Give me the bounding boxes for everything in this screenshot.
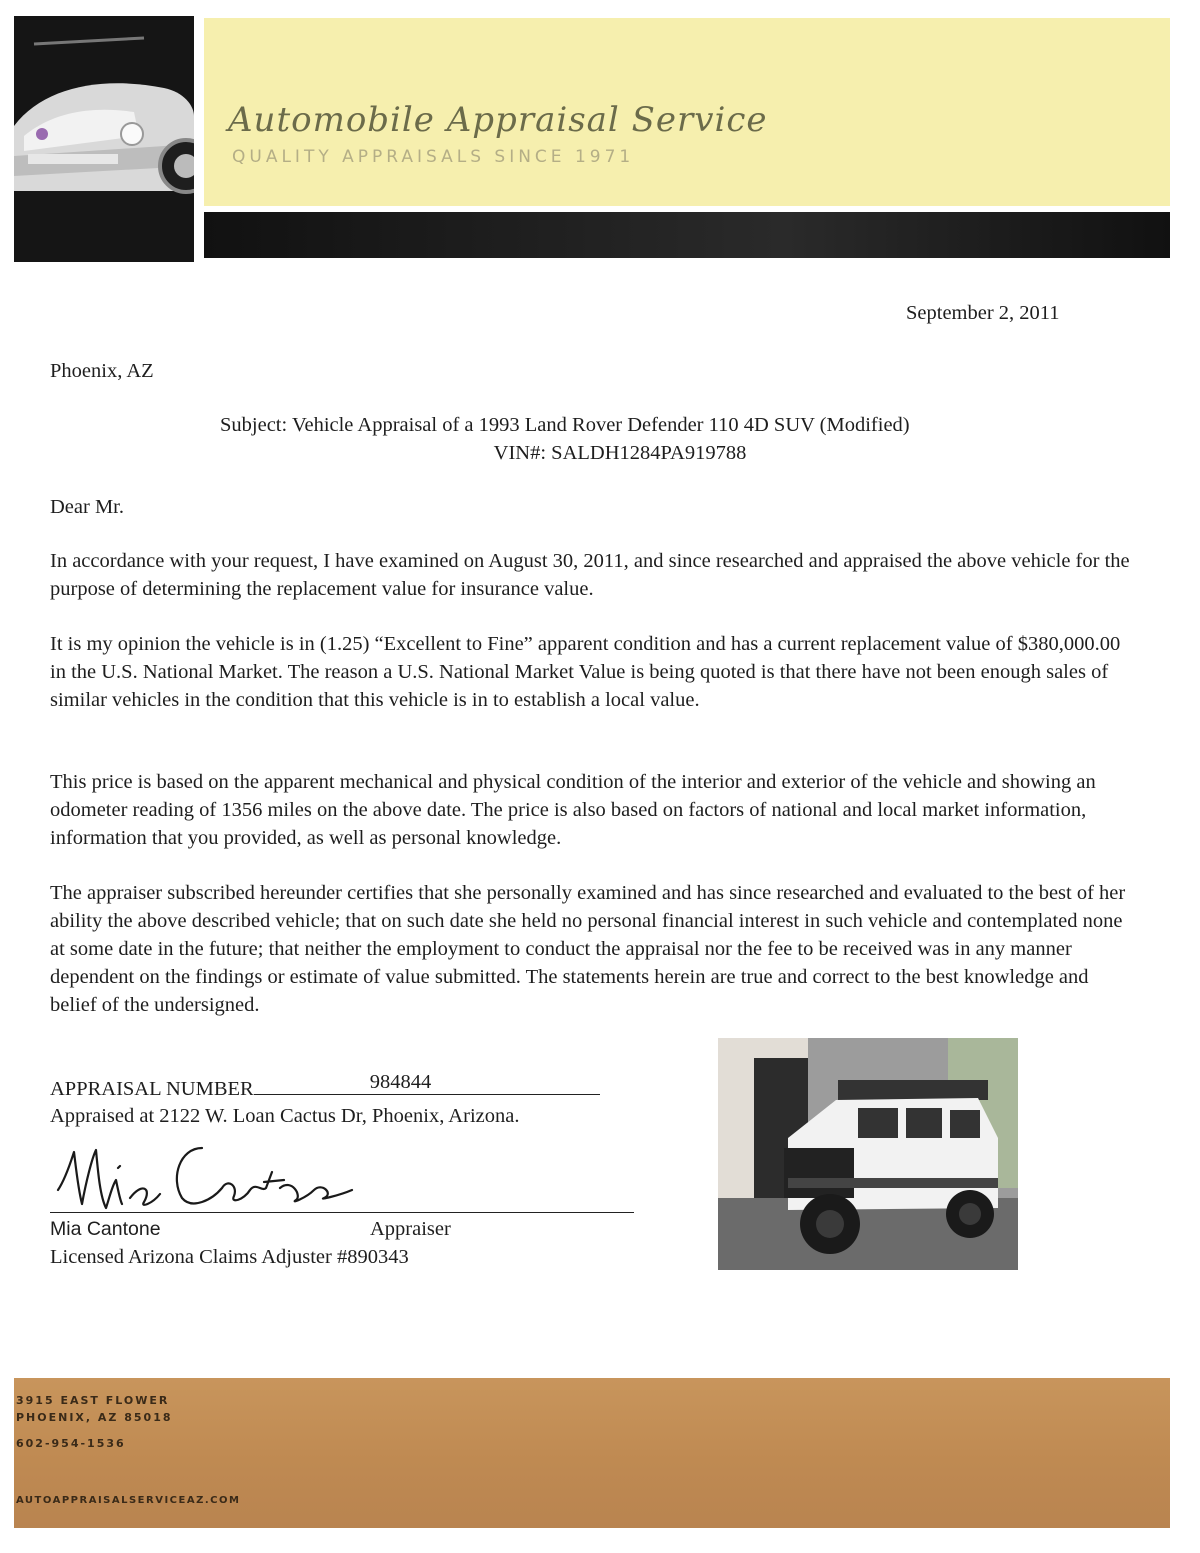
signature-line: [50, 1212, 634, 1213]
appraiser-title: Appraiser: [370, 1218, 451, 1240]
appraisal-number: 984844: [369, 1071, 432, 1093]
company-name: Automobile Appraisal Service: [228, 100, 768, 140]
letter-date: September 2, 2011: [906, 302, 1060, 324]
appraised-at-address: Appraised at 2122 W. Loan Cactus Dr, Phoenix, Arizona.: [50, 1105, 520, 1127]
license-number: Licensed Arizona Claims Adjuster #890343: [50, 1246, 409, 1268]
land-rover-image: [718, 1038, 1018, 1270]
appraisal-number-label: APPRAISAL NUMBER: [50, 1078, 254, 1100]
footer-city: PHOENIX, AZ 85018: [16, 1411, 173, 1424]
footer-website: AUTOAPPRAISALSERVICEAZ.COM: [16, 1495, 241, 1506]
header-car-photo: [14, 16, 194, 262]
classic-car-image: [14, 16, 194, 262]
appraisal-number-field: [369, 1071, 600, 1095]
appraisal-number-line: [50, 1071, 600, 1103]
paragraph-certification: The appraiser subscribed hereunder certifies that she personally examined and has since researched and evaluated to the best of her ability the above described vehicle; that on such date she held no personal financial interest in such vehicle and contemplated none at some date in the future; that neither the employment to conduct the appraisal nor the fee to be received was in any manner dependent on the findings or estimate of value submitted. The statements herein are true and correct to the best knowledge and belief of the undersigned.: [50, 882, 1126, 1016]
paragraph-request: In accordance with your request, I have examined on August 30, 2011, and since researched and appraised the above vehicle for the purpose of determining the replacement value for insurance value.: [50, 550, 1130, 600]
footer-phone: 602-954-1536: [16, 1437, 126, 1450]
blank-line: [254, 1074, 370, 1095]
vin-line: VIN#: SALDH1284PA919788: [493, 442, 747, 464]
paragraph-opinion: It is my opinion the vehicle is in (1.25) “Excellent to Fine” apparent condition and has a current replacement value of $380,000.00 in the U.S. National Market. The reason a U.S. National Market Value is being quoted is that there have not been enough sales of similar vehicles in the condition that this vehicle is in to establish a local value.: [50, 633, 1121, 711]
letterhead-black-bar: [204, 212, 1170, 258]
recipient-location: Phoenix, AZ: [50, 360, 154, 382]
vehicle-photo: [718, 1038, 1018, 1270]
company-tagline: QUALITY APPRAISALS SINCE 1971: [232, 147, 635, 167]
appraiser-signature: [52, 1138, 372, 1218]
paragraph-price-basis: This price is based on the apparent mechanical and physical condition of the interior and exterior of the vehicle and showing an odometer reading of 1356 miles on the above date. The price is also based on factors of national and local market information, information that you provided, as well as personal knowledge.: [50, 771, 1096, 849]
salutation: Dear Mr.: [50, 496, 125, 518]
subject-line: Subject: Vehicle Appraisal of a 1993 Land Rover Defender 110 4D SUV (Modified): [220, 414, 910, 436]
footer-street-address: 3915 EAST FLOWER: [16, 1394, 170, 1407]
appraiser-name: Mia Cantone: [50, 1218, 161, 1240]
